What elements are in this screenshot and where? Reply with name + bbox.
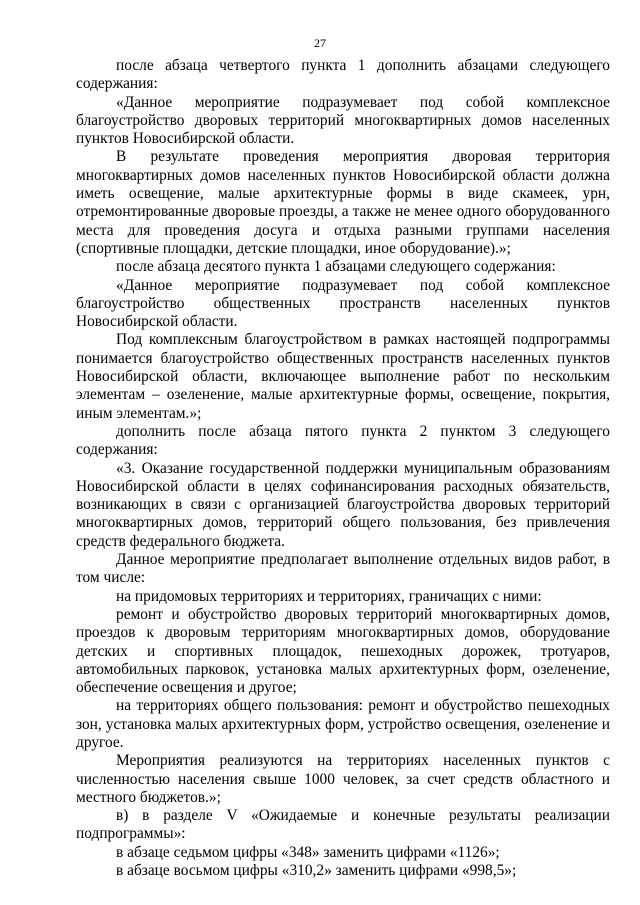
paragraph: на территориях общего пользования: ремонт и обустройство пешеходных зон, установка малых архитектурных форм, устройство освещения, озеленение и другое. <box>76 697 610 751</box>
document-body <box>76 57 610 880</box>
paragraph: в абзаце седьмом цифры «348» заменить цифрами «1126»; <box>116 843 500 861</box>
paragraph: «3. Оказание государственной поддержки муниципальным образованиям Новосибирской области в целях софинансирования расходных обязательств, возникающих в связи с организацией благоустройства дворовых территорий многоквартирных домов, территорий общего пользования, без привлечения средств федерального бюджета. <box>76 459 610 550</box>
paragraph: на придомовых территориях и территориях, граничащих с ними: <box>116 587 542 605</box>
paragraph: дополнить после абзаца пятого пункта 2 пунктом 3 следующего содержания: <box>76 422 610 459</box>
paragraph: после абзаца четвертого пункта 1 дополнить абзацами следующего содержания: <box>76 57 610 93</box>
paragraph: в абзаце восьмом цифры «310,2» заменить цифрами «998,5»; <box>116 862 517 880</box>
paragraph: Под комплексным благоустройством в рамках настоящей подпрограммы понимается благоустройство общественных пространств населенных пунктов Новосибирской области, включающее выполнение работ по нескольким элементам – озеленение, малые архитектурные формы, освещение, покрытия, иным элементам.»; <box>76 331 610 422</box>
paragraph: в) в разделе V «Ожидаемые и конечные результаты реализации подпрограммы»: <box>76 807 610 843</box>
paragraph: В результате проведения мероприятия дворовая территория многоквартирных домов населенных пунктов Новосибирской области должна иметь освещение, малые архитектурные формы в виде скамеек, урн, отремонтированные дворовые проезды, а также не менее одного оборудованного места для проведения досуга и отдыха разными группами населения (спортивные площадки, детские площадки, иное оборудование).»; <box>76 148 610 257</box>
paragraph: «Данное мероприятие подразумевает под собой комплексное благоустройство дворовых территорий многоквартирных домов населенных пунктов Новосибирской области. <box>76 93 610 148</box>
paragraph: «Данное мероприятие подразумевает под собой комплексное благоустройство общественных пространств населенных пунктов Новосибирской области. <box>76 276 610 331</box>
paragraph: Мероприятия реализуются на территориях населенных пунктов с численностью населения свыше 1000 человек, за счет средств областного и местного бюджетов.»; <box>76 752 610 806</box>
paragraph: после абзаца десятого пункта 1 абзацами следующего содержания: <box>116 258 556 276</box>
paragraph: ремонт и обустройство дворовых территорий многоквартирных домов, проездов к дворовым территориям многоквартирных домов, оборудование детских и спортивных площадок, пешеходных дорожек, тротуаров, автомобильных парковок, установка малых архитектурных форм, озеленение, обеспечение освещения и другое; <box>76 605 610 697</box>
paragraph: Данное мероприятие предполагает выполнение отдельных видов работ, в том числе: <box>76 551 610 587</box>
page-number: 27 <box>314 36 326 50</box>
